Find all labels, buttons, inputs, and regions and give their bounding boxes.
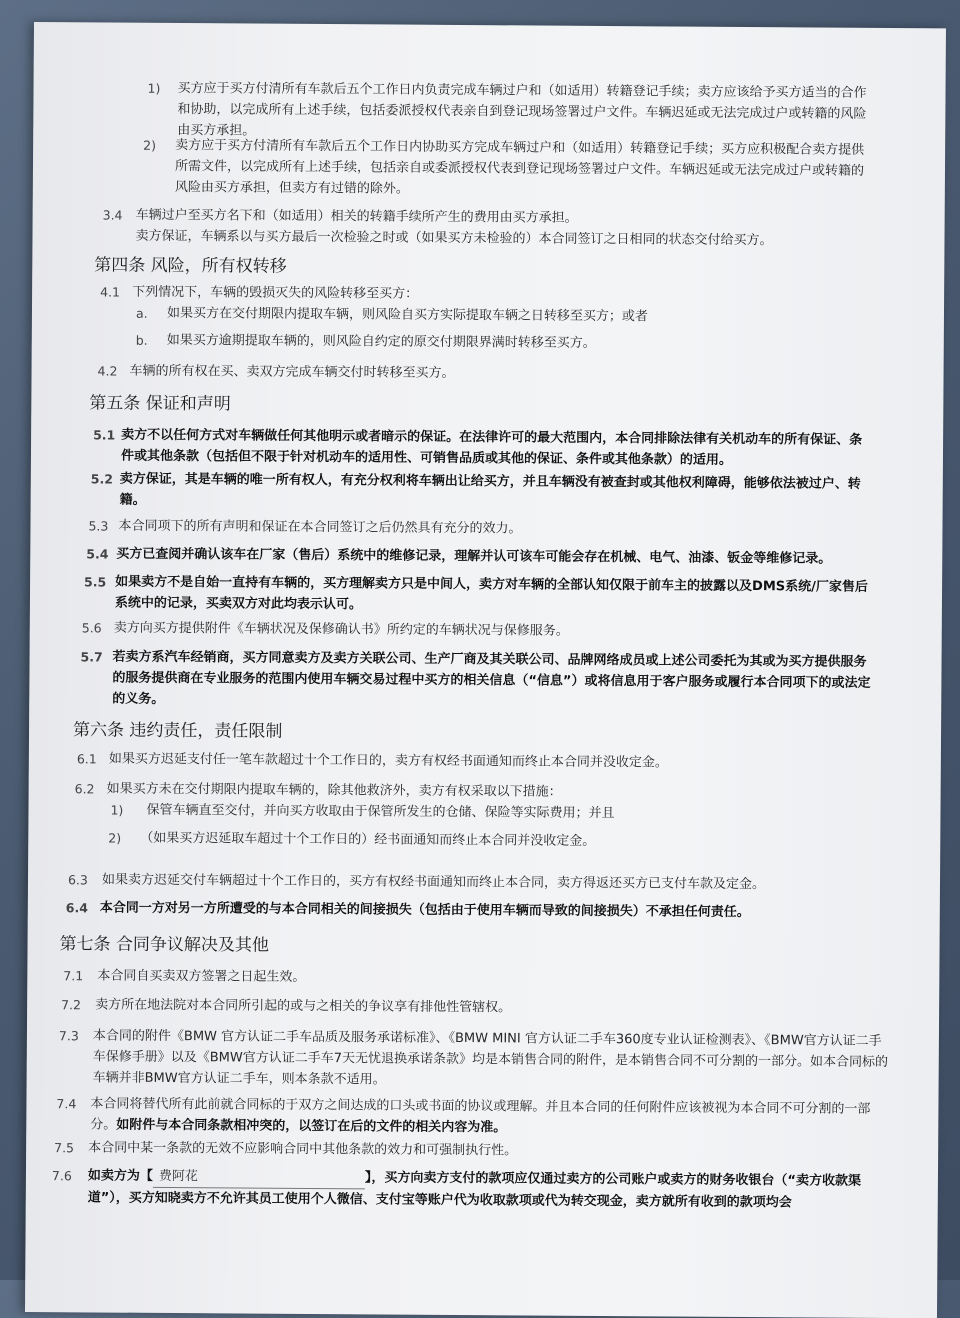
clause-7-3: 本合同的附件《BMW 官方认证二手车品质及服务承诺标准》、《BMW MINI 官方认证二手车360度专业认证检测表》、《BMW官方认证二手车保修手册》以及《BMW官方认证二手车7天无忧退换承诺条款》均是本销售合同的附件，是本销售合同不可分割的一部分。如本合同标的车辆并非BMW官方认证二手车，则本条款不适用。 [92, 1028, 889, 1088]
clause-3-4-line-1: 车辆过户至买方名下和（如适用）相关的转籍手续所产生的费用由买方承担。 [135, 207, 578, 226]
clause-3-3-item-2: 卖方应于买方付清所有车款后五个工作日内协助买方完成车辆过户和（如适用）转籍登记手续；买方应积极配合卖方提供所需文件，以完成所有上述手续，包括亲自或委派授权代表到登记现场签署过户文件。车辆迟延或无法完成过户或转籍的风险由买方承担，但卖方有过错的除外。 [174, 137, 865, 197]
clause-4-2: 车辆的所有权在买、卖双方完成车辆交付时转移至买方。 [129, 363, 455, 381]
clause-number: 6.4 [65, 900, 89, 916]
contract-page [25, 22, 946, 1318]
seller-name-field[interactable]: 费阿花 [153, 1166, 365, 1189]
clause-number: 7.6 [51, 1168, 72, 1184]
clause-7-6-suffix: 】，买方向卖方支付的款项应仅通过卖方的公司账户或卖方的财务收银台（“卖方收款渠道”），买方知晓卖方不允许其员工使用个人微信、支付宝等账户代为收取款项或代为转交现金，卖方就所有收到的款项均会 [87, 1170, 862, 1211]
clause-5-7: 若卖方系汽车经销商，买方同意卖方及卖方关联公司、生产厂商及其关联公司、品牌网络成员或上述公司委托为其或为买方提供服务的服务提供商在专业服务的范围内使用车辆交易过程中买方的相关信息（“信息”）或将信息用于客户服务或履行本合同项下的或法定的义务。 [112, 649, 871, 707]
article-5-heading: 第五条 保证和声明 [89, 393, 231, 415]
clause-number: 5.3 [88, 518, 109, 534]
item-number: 1) [110, 802, 124, 818]
clause-6-1: 如果买方迟延支付任一笔车款超过十个工作日的，卖方有权经书面通知而终止本合同并没收定金。 [108, 751, 668, 771]
item-number: 1) [147, 80, 161, 96]
clause-number: 4.2 [97, 363, 118, 379]
clause-7-1: 本合同自买卖双方签署之日起生效。 [97, 968, 306, 985]
clause-5-1: 卖方不以任何方式对车辆做任何其他明示或者暗示的保证。在法律许可的最大范围内，本合同排除法律有关机动车的所有保证、条件或其他条款（包括但不限于针对机动车的适用性、可销售品质或其他的保证、条件或其他条款）的适用。 [120, 427, 863, 468]
clause-6-2-item-1: 保管车辆直至交付，并向买方收取由于保管所发生的仓储、保险等实际费用；并且 [146, 802, 615, 822]
clause-4-1-a: 如果买方在交付期限内提取车辆，则风险自买方实际提取车辆之日转移至买方；或者 [166, 305, 649, 325]
clause-5-5: 如果卖方不是自始一直持有车辆的，买方理解卖方只是中间人，卖方对车辆的全部认知仅限于前车主的披露以及DMS系统/厂家售后系统中的记录，买卖双方对此均表示认可。 [114, 574, 868, 613]
article-4-heading: 第四条 风险，所有权转移 [94, 255, 287, 277]
clause-7-2: 卖方所在地法院对本合同所引起的或与之相关的争议享有排他性管辖权。 [95, 997, 512, 1016]
item-number: 2) [108, 830, 122, 846]
clause-number: 6.2 [74, 781, 95, 797]
clause-number: 3.4 [102, 207, 123, 223]
clause-number: 5.5 [84, 574, 107, 590]
clause-5-6: 卖方向买方提供附件《车辆状况及保修确认书》所约定的车辆状况与保修服务。 [113, 620, 569, 639]
clause-5-3: 本合同项下的所有声明和保证在本合同签订之后仍然具有充分的效力。 [118, 518, 522, 537]
clause-7-4-bold: 如附件与本合同条款相冲突的，以签订在后的文件的相关内容为准。 [116, 1117, 507, 1136]
clause-6-2: 如果买方未在交付期限内提取车辆的，除其他救济外，卖方有权采取以下措施： [106, 781, 562, 800]
clause-number: 6.3 [67, 872, 88, 888]
clause-5-2: 卖方保证，其是车辆的唯一所有权人，有充分权利将车辆出让给买方，并且车辆没有被查封或其他权利障碍，能够依法被过户、转籍。 [119, 471, 861, 508]
clause-number: 5.6 [81, 620, 102, 636]
clause-number: 7.3 [58, 1028, 79, 1044]
clause-3-4-line-2: 卖方保证，车辆系以与买方最后一次检验之时或（如果买方未检验的）本合同签订之日相同的状态交付给买方。 [135, 228, 773, 249]
clause-number: 7.4 [56, 1096, 77, 1112]
clause-number: 5.4 [86, 546, 109, 562]
item-number: a. [135, 305, 148, 321]
article-6-heading: 第六条 违约责任，责任限制 [72, 720, 283, 742]
clause-6-2-item-2: （如果买方迟延取车超过十个工作日的）经书面通知而终止本合同并没收定金。 [140, 830, 596, 849]
clause-number: 5.2 [90, 471, 114, 487]
article-7-heading: 第七条 合同争议解决及其他 [59, 934, 270, 956]
clause-number: 7.2 [61, 997, 82, 1013]
clause-7-4-text: 本合同将替代所有此前就合同标的于双方之间达成的口头或书面的协议或理解。并且本合同的任何附件应该被视为本合同不可分割的一部分。 [90, 1096, 871, 1133]
clause-3-3-item-1: 买方应于买方付清所有车款后五个工作日内负责完成车辆过户和（如适用）转籍登记手续；卖方应该给予买方适当的合作和协助，以完成所有上述手续，包括委派授权代表亲自到登记现场签署过户文件。车辆迟延或无法完成过户或转籍的风险由买方承担。 [177, 81, 867, 139]
clause-7-5: 本合同中某一条款的无效不应影响合同中其他条款的效力和可强制执行性。 [88, 1140, 518, 1159]
clause-number: 5.7 [80, 649, 103, 665]
contract-content [34, 22, 946, 1211]
clause-4-1-b: 如果买方逾期提取车辆的，则风险自约定的原交付期限界满时转移至买方。 [166, 332, 596, 351]
clause-6-4: 本合同一方对另一方所遭受的与本合同相关的间接损失（包括由于使用车辆而导致的间接损失）不承担任何责任。 [99, 900, 750, 921]
clause-7-6-prefix: 如卖方为【 [87, 1168, 154, 1184]
clause-number: 7.5 [54, 1140, 75, 1156]
item-number: b. [135, 332, 148, 348]
clause-7-4 [90, 1093, 892, 1141]
clause-number: 4.1 [100, 284, 121, 300]
clause-4-1: 下列情况下，车辆的毁损灭失的风险转移至买方： [132, 284, 419, 302]
item-number: 2) [143, 137, 157, 153]
clause-number: 5.1 [93, 427, 116, 443]
clause-number: 6.1 [76, 751, 97, 767]
clause-5-4: 买方已查阅并确认该车在厂家（售后）系统中的维修记录，理解并认可该车可能会存在机械、电气、油漆、钣金等维修记录。 [116, 546, 832, 567]
clause-6-3: 如果卖方迟延交付车辆超过十个工作日的，买方有权经书面通知而终止本合同，卖方得返还买方已支付车款及定金。 [101, 872, 766, 893]
clause-7-6 [88, 1165, 894, 1214]
clause-number: 7.1 [63, 968, 84, 984]
